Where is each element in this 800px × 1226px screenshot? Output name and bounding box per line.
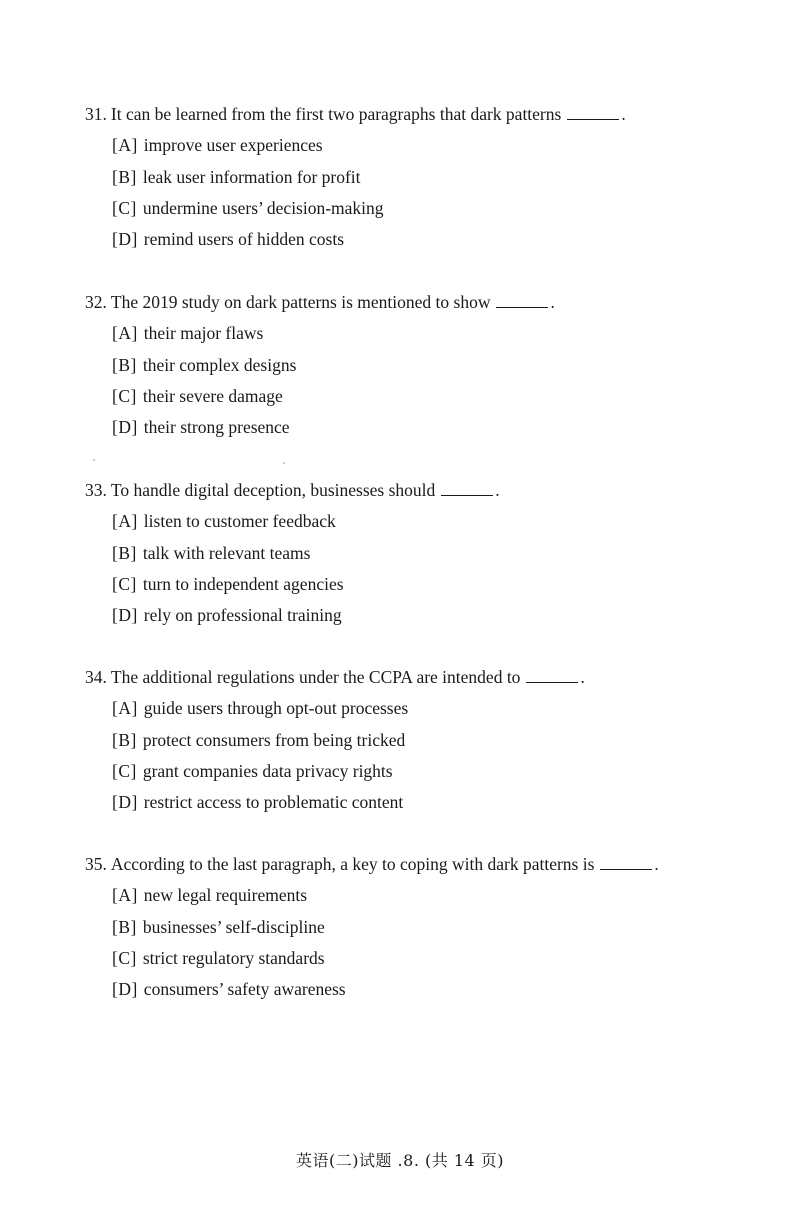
page-footer: 英语(二)试题 .8. (共 14 页) xyxy=(295,1151,505,1170)
option-label: [B] xyxy=(112,354,137,375)
option-a xyxy=(112,134,765,156)
question-stem xyxy=(85,103,765,125)
option-text: talk with relevant teams xyxy=(142,542,311,563)
option-b xyxy=(112,354,765,376)
option-label: [D] xyxy=(112,792,138,813)
option-a xyxy=(112,510,765,532)
option-a xyxy=(112,322,765,344)
option-a xyxy=(112,884,765,906)
option-text: consumers’ safety awareness xyxy=(143,979,346,1000)
answer-blank xyxy=(496,293,548,308)
option-d xyxy=(112,228,765,250)
option-d xyxy=(112,416,765,438)
option-text: their complex designs xyxy=(142,354,297,375)
options-list xyxy=(112,322,765,438)
question-33 xyxy=(85,479,765,626)
option-d xyxy=(112,791,765,813)
option-text: turn to independent agencies xyxy=(142,573,344,594)
option-d xyxy=(112,604,765,626)
option-label: [B] xyxy=(112,729,137,750)
question-stem xyxy=(85,853,765,875)
option-text: new legal requirements xyxy=(143,885,308,906)
question-end: . xyxy=(654,854,659,874)
scan-speck xyxy=(283,462,285,464)
question-text: According to the last paragraph, a key to coping with dark patterns is xyxy=(110,854,595,874)
scan-speck xyxy=(93,459,95,461)
question-text: The additional regulations under the CCPA are intended to xyxy=(110,667,521,687)
option-label: [C] xyxy=(112,385,137,406)
option-label: [B] xyxy=(112,166,137,187)
question-text: To handle digital deception, businesses should xyxy=(110,480,436,500)
option-label: [D] xyxy=(112,229,138,250)
option-a xyxy=(112,697,765,719)
option-b xyxy=(112,166,765,188)
option-text: protect consumers from being tricked xyxy=(142,729,406,750)
option-label: [C] xyxy=(112,947,137,968)
question-number: 34. xyxy=(85,667,107,687)
option-label: [A] xyxy=(112,135,138,156)
option-text: businesses’ self-discipline xyxy=(142,916,325,937)
question-number: 32. xyxy=(85,292,107,312)
option-text: strict regulatory standards xyxy=(142,947,325,968)
option-text: guide users through opt-out processes xyxy=(143,698,409,719)
question-end: . xyxy=(580,667,585,687)
option-b xyxy=(112,916,765,938)
option-text: their major flaws xyxy=(143,323,264,344)
question-text: It can be learned from the first two paragraphs that dark patterns xyxy=(110,104,562,124)
question-end: . xyxy=(550,292,555,312)
options-list xyxy=(112,697,765,813)
option-label: [C] xyxy=(112,760,137,781)
option-b xyxy=(112,729,765,751)
option-label: [A] xyxy=(112,323,138,344)
option-label: [A] xyxy=(112,885,138,906)
question-number: 35. xyxy=(85,854,107,874)
answer-blank xyxy=(526,668,578,683)
option-label: [A] xyxy=(112,511,138,532)
option-label: [C] xyxy=(112,573,137,594)
option-label: [D] xyxy=(112,417,138,438)
question-number: 33. xyxy=(85,480,107,500)
option-text: improve user experiences xyxy=(143,135,323,156)
option-text: restrict access to problematic content xyxy=(143,792,404,813)
options-list xyxy=(112,134,765,250)
option-label: [A] xyxy=(112,698,138,719)
question-end: . xyxy=(621,104,626,124)
question-number: 31. xyxy=(85,104,107,124)
option-label: [B] xyxy=(112,916,137,937)
option-text: their severe damage xyxy=(142,385,283,406)
option-text: undermine users’ decision-making xyxy=(142,197,384,218)
option-label: [D] xyxy=(112,979,138,1000)
option-label: [D] xyxy=(112,605,138,626)
option-text: grant companies data privacy rights xyxy=(142,760,393,781)
question-stem xyxy=(85,479,765,501)
options-list xyxy=(112,884,765,1000)
question-31 xyxy=(85,103,765,250)
question-text: The 2019 study on dark patterns is mentioned to show xyxy=(110,292,491,312)
question-35 xyxy=(85,853,765,1000)
answer-blank xyxy=(567,105,619,120)
option-text: listen to customer feedback xyxy=(143,511,336,532)
option-text: leak user information for profit xyxy=(142,166,361,187)
option-c xyxy=(112,385,765,407)
option-label: [C] xyxy=(112,197,137,218)
option-b xyxy=(112,542,765,564)
answer-blank xyxy=(441,481,493,496)
option-c xyxy=(112,760,765,782)
question-stem xyxy=(85,666,765,688)
question-34 xyxy=(85,666,765,813)
option-c xyxy=(112,573,765,595)
question-stem xyxy=(85,291,765,313)
options-list xyxy=(112,510,765,626)
option-text: their strong presence xyxy=(143,417,290,438)
option-c xyxy=(112,947,765,969)
option-label: [B] xyxy=(112,542,137,563)
question-end: . xyxy=(495,480,500,500)
option-c xyxy=(112,197,765,219)
option-text: remind users of hidden costs xyxy=(143,229,345,250)
option-text: rely on professional training xyxy=(143,605,342,626)
question-32 xyxy=(85,291,765,438)
option-d xyxy=(112,978,765,1000)
answer-blank xyxy=(600,855,652,870)
